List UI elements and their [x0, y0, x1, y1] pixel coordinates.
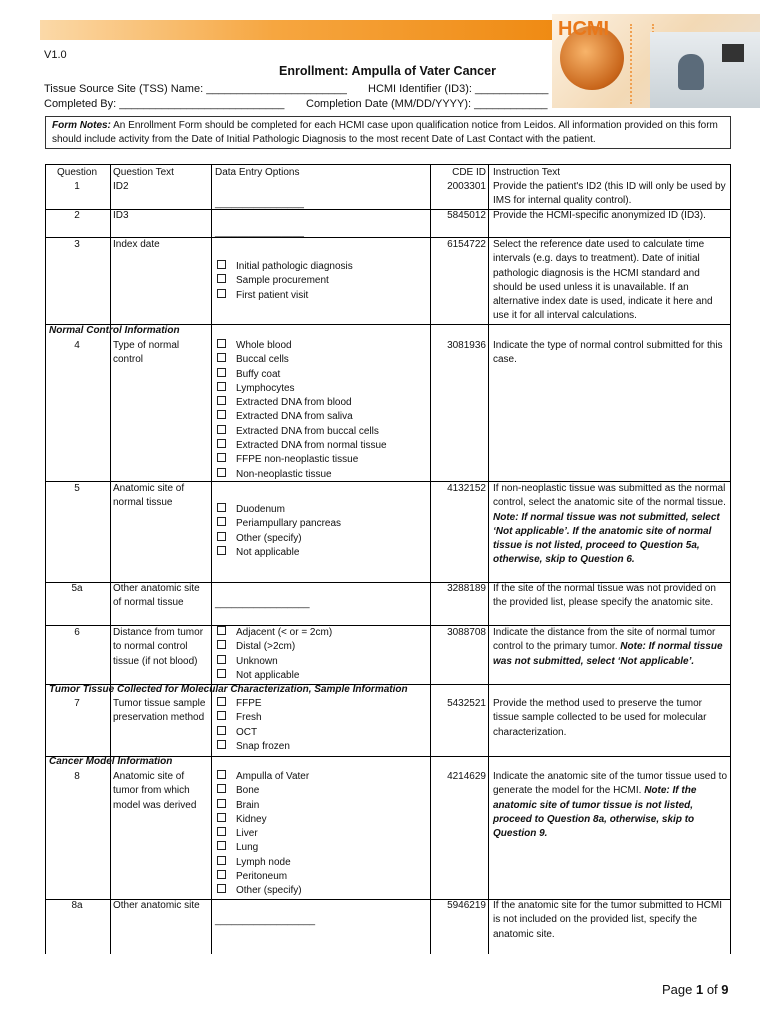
question-text: Anatomic site of tumor from which model was derived	[113, 771, 197, 811]
question-number: 2	[74, 210, 80, 221]
option-label: Brain	[236, 799, 260, 811]
option-item[interactable]	[215, 784, 425, 798]
question-number: 1	[74, 181, 80, 192]
option-label: Whole blood	[236, 340, 292, 351]
option-label: Duodenum	[236, 504, 285, 515]
option-label: Ampulla of Vater	[236, 771, 310, 782]
checkbox-icon[interactable]	[217, 640, 226, 649]
option-item[interactable]	[215, 517, 425, 531]
option-label: Unknown	[236, 655, 278, 667]
option-label: Extracted DNA from buccal cells	[236, 425, 379, 437]
option-label: FFPE non-neoplastic tissue	[236, 454, 359, 466]
instruction-text: Provide the method used to preserve the tumor tissue sample collected to be used for molecular characterization.	[493, 698, 707, 738]
checkbox-icon[interactable]	[217, 813, 226, 822]
option-label: Non-neoplastic tissue	[236, 468, 332, 480]
table-rule	[45, 164, 46, 954]
option-item[interactable]	[215, 453, 425, 467]
option-item[interactable]	[215, 640, 425, 654]
option-label: Lymphocytes	[236, 382, 295, 394]
cde-id: 5432521	[447, 698, 486, 709]
option-label: Adjacent (< or = 2cm)	[236, 627, 333, 638]
option-item[interactable]	[215, 884, 425, 898]
question-text: Tumor tissue sample preservation method	[113, 698, 206, 724]
option-item[interactable]	[215, 655, 425, 669]
checkbox-icon[interactable]	[217, 626, 226, 635]
page-of: of	[703, 982, 722, 997]
option-item[interactable]	[215, 546, 425, 560]
form-notes-label: Form Notes:	[52, 120, 111, 131]
col-header-instruction: Instruction Text	[493, 167, 561, 178]
checkbox-icon[interactable]	[217, 697, 226, 706]
page-total: 9	[721, 982, 729, 997]
checkbox-icon[interactable]	[217, 856, 226, 865]
page-current: 1	[695, 982, 704, 997]
checkbox-icon[interactable]	[217, 532, 226, 541]
option-label: Other (specify)	[236, 885, 302, 897]
option-item[interactable]	[215, 274, 425, 288]
table-rule	[110, 164, 111, 954]
completed-by-field[interactable]: Completed By: ___________________________	[44, 98, 285, 110]
checkbox-icon[interactable]	[217, 274, 226, 283]
option-label: Extracted DNA from blood	[236, 397, 352, 409]
instruction-text	[493, 626, 729, 669]
question-number: 6	[74, 627, 80, 638]
option-label: Lymph node	[236, 856, 291, 868]
question-text: Anatomic site of normal tissue	[113, 483, 185, 509]
question-number: 8	[74, 771, 80, 782]
option-label: Buccal cells	[236, 354, 289, 366]
question-text: Other anatomic site of normal tissue	[113, 583, 200, 609]
checkbox-icon[interactable]	[217, 382, 226, 391]
option-label: Bone	[236, 785, 260, 797]
table-rule	[488, 164, 489, 954]
option-item[interactable]	[215, 425, 425, 439]
option-item[interactable]	[215, 410, 425, 424]
cde-id: 2003301	[447, 181, 486, 192]
checkbox-icon[interactable]	[217, 770, 226, 779]
instruction-text: Provide the HCMI-specific anonymized ID (ID3).	[493, 210, 706, 221]
instruction-text: If the anatomic site for the tumor submitted to HCMI is not included on the provided list, specify the anatomic site.	[493, 900, 722, 940]
distance-options	[215, 626, 425, 683]
checkbox-icon[interactable]	[217, 884, 226, 893]
option-item[interactable]	[215, 439, 425, 453]
option-item[interactable]	[215, 626, 425, 640]
question-text: Index date	[113, 239, 160, 250]
id3-input[interactable]: ________________	[215, 227, 304, 238]
option-label: Snap frozen	[236, 740, 290, 752]
checkbox-icon[interactable]	[217, 425, 226, 434]
form-notes	[45, 116, 731, 149]
checkbox-icon[interactable]	[217, 669, 226, 678]
cde-id: 3288189	[447, 583, 486, 594]
checkbox-icon[interactable]	[217, 546, 226, 555]
option-item[interactable]	[215, 697, 425, 711]
instruction-note: Note: If the anatomic site of tumor tissue is not listed, proceed to Question 8a, otherwise, skip to Question 9.	[493, 785, 697, 840]
normal-control-options	[215, 339, 425, 482]
preservation-options	[215, 697, 425, 754]
section-heading: Cancer Model Information	[49, 756, 173, 767]
checkbox-icon[interactable]	[217, 260, 226, 269]
index-date-options	[215, 260, 425, 303]
question-number: 3	[74, 239, 80, 250]
checkbox-icon[interactable]	[217, 655, 226, 664]
option-label: Initial pathologic diagnosis	[236, 261, 353, 272]
option-label: Kidney	[236, 813, 267, 825]
cde-id: 4214629	[447, 771, 486, 782]
option-item[interactable]	[215, 770, 425, 784]
checkbox-icon[interactable]	[217, 726, 226, 735]
option-item[interactable]	[215, 260, 425, 274]
table-rule	[211, 164, 212, 954]
option-item[interactable]	[215, 827, 425, 841]
option-item[interactable]	[215, 799, 425, 813]
person-graphic	[678, 54, 704, 90]
checkbox-icon[interactable]	[217, 353, 226, 362]
cde-id: 3088708	[447, 627, 486, 638]
hcmi-logo	[552, 14, 760, 108]
option-item[interactable]	[215, 368, 425, 382]
cde-id: 6154722	[447, 239, 486, 250]
option-item[interactable]	[215, 289, 425, 303]
instruction-text	[493, 482, 729, 568]
checkbox-icon[interactable]	[217, 799, 226, 808]
option-item[interactable]	[215, 740, 425, 754]
option-label: First patient visit	[236, 289, 309, 301]
completion-date-field[interactable]: Completion Date (MM/DD/YYYY): ____________	[306, 98, 548, 110]
cde-id: 5946219	[447, 900, 486, 911]
question-number: 8a	[71, 900, 83, 911]
checkbox-icon[interactable]	[217, 740, 226, 749]
option-label: Liver	[236, 828, 258, 840]
checkbox-icon[interactable]	[217, 396, 226, 405]
table-rule	[730, 164, 731, 954]
option-item[interactable]	[215, 870, 425, 884]
question-text: Distance from tumor to normal control tissue (if not blood)	[113, 627, 204, 667]
option-item[interactable]	[215, 669, 425, 683]
instruction-body: Indicate the anatomic site of the tumor tissue used to generate the model for the HCMI.	[493, 771, 728, 797]
version-label: V1.0	[44, 49, 67, 61]
checkbox-icon[interactable]	[217, 841, 226, 850]
instruction-body: If non-neoplastic tissue was submitted as the normal control, select the anatomic site of the normal tissue.	[493, 483, 726, 509]
instruction-note: Note: If normal tissue was not submitted, select ‘Not applicable’.	[493, 641, 723, 667]
instruction-note: Note: If normal tissue was not submitted, select ‘Not applicable’. If the anatomic site of normal tissue is not listed, proceed to Question 5a, otherwise, skip to Question 6.	[493, 511, 720, 566]
question-table	[45, 164, 731, 954]
option-item[interactable]	[215, 396, 425, 410]
normal-site-options	[215, 503, 425, 560]
tss-name-field[interactable]: Tissue Source Site (TSS) Name: _______________________	[44, 83, 347, 95]
checkbox-icon[interactable]	[217, 453, 226, 462]
checkbox-icon[interactable]	[217, 368, 226, 377]
option-label: Distal (>2cm)	[236, 641, 296, 653]
instruction-body: Indicate the distance from the site of normal tumor control to the primary tumor.	[493, 627, 716, 653]
other-model-site-input[interactable]: __________________	[215, 915, 316, 926]
option-label: Peritoneum	[236, 871, 288, 883]
option-label: Other (specify)	[236, 532, 302, 544]
question-text: ID2	[113, 181, 129, 192]
question-text: ID3	[113, 210, 129, 221]
model-site-options	[215, 770, 425, 899]
logo-text: HCMI	[558, 18, 610, 40]
option-item[interactable]	[215, 339, 425, 353]
instruction-text: Provide the patient's ID2 (this ID will only be used by IMS for internal quality control).	[493, 181, 726, 207]
checkbox-icon[interactable]	[217, 870, 226, 879]
header-banner	[40, 20, 560, 40]
cde-id: 3081936	[447, 340, 486, 351]
col-header-question: Question	[56, 167, 98, 178]
option-label: Not applicable	[236, 669, 300, 681]
option-item[interactable]	[215, 813, 425, 827]
checkbox-icon[interactable]	[217, 339, 226, 348]
page-prefix: Page	[662, 982, 696, 997]
option-item[interactable]	[215, 711, 425, 725]
checkbox-icon[interactable]	[217, 503, 226, 512]
option-label: Not applicable	[236, 546, 300, 558]
option-label: Periampullary pancreas	[236, 518, 342, 530]
question-number: 7	[74, 698, 80, 709]
checkbox-icon[interactable]	[217, 711, 226, 720]
option-label: OCT	[236, 726, 258, 738]
option-label: Sample procurement	[236, 275, 329, 287]
option-label: FFPE	[236, 698, 262, 709]
hcmi-id-field[interactable]: HCMI Identifier (ID3): ____________	[368, 83, 549, 95]
section-heading: Normal Control Information	[49, 325, 180, 336]
option-label: Buffy coat	[236, 368, 281, 380]
checkbox-icon[interactable]	[217, 468, 226, 477]
option-item[interactable]	[215, 726, 425, 740]
instruction-text: Indicate the type of normal control submitted for this case.	[493, 340, 723, 366]
cde-id: 5845012	[447, 210, 486, 221]
other-normal-site-input[interactable]: _________________	[215, 598, 310, 609]
option-label: Fresh	[236, 712, 262, 724]
section-heading: Tumor Tissue Collected for Molecular Characterization, Sample Information	[49, 684, 408, 695]
table-rule	[430, 164, 431, 954]
question-text: Type of normal control	[113, 340, 180, 366]
checkbox-icon[interactable]	[217, 410, 226, 419]
table-rule	[45, 164, 731, 165]
checkbox-icon[interactable]	[217, 517, 226, 526]
checkbox-icon[interactable]	[217, 289, 226, 298]
option-item[interactable]	[215, 468, 425, 482]
instruction-text: Select the reference date used to calculate time intervals (e.g. days to treatment). Date of initial pathologic diagnosis is the HCMI standard and should be used unless it is unavailable. If an alternative index date is used, indicate it here and use it for all interval calculations.	[493, 239, 713, 322]
col-header-options: Data Entry Options	[215, 167, 300, 178]
cde-id: 4132152	[447, 483, 486, 494]
checkbox-icon[interactable]	[217, 439, 226, 448]
monitor-graphic	[722, 44, 744, 62]
option-item[interactable]	[215, 353, 425, 367]
option-item[interactable]	[215, 856, 425, 870]
instruction-text	[493, 770, 729, 841]
col-header-cde-id: CDE ID	[452, 167, 486, 178]
page-number	[662, 982, 729, 997]
question-text: Other anatomic site	[113, 900, 200, 911]
option-label: Extracted DNA from saliva	[236, 411, 353, 423]
question-number: 4	[74, 340, 80, 351]
form-title: Enrollment: Ampulla of Vater Cancer	[279, 64, 496, 78]
checkbox-icon[interactable]	[217, 827, 226, 836]
form-notes-text: An Enrollment Form should be completed for each HCMI case upon qualification notice from Leidos. All information provided on this form should include activity from the Date of Initial Pathologic Diagnosis to the most recent Date of Last Contact with the patient.	[52, 120, 718, 145]
option-item[interactable]	[215, 532, 425, 546]
checkbox-icon[interactable]	[217, 784, 226, 793]
option-item[interactable]	[215, 503, 425, 517]
id2-input[interactable]: ________________	[215, 198, 304, 209]
question-number: 5a	[71, 583, 83, 594]
instruction-text: If the site of the normal tissue was not provided on the provided list, please specify the anatomic site.	[493, 583, 716, 609]
option-label: Extracted DNA from normal tissue	[236, 440, 387, 452]
option-item[interactable]	[215, 841, 425, 855]
option-item[interactable]	[215, 382, 425, 396]
col-header-question-text: Question Text	[113, 167, 174, 178]
option-label: Lung	[236, 842, 259, 854]
question-number: 5	[74, 483, 80, 494]
